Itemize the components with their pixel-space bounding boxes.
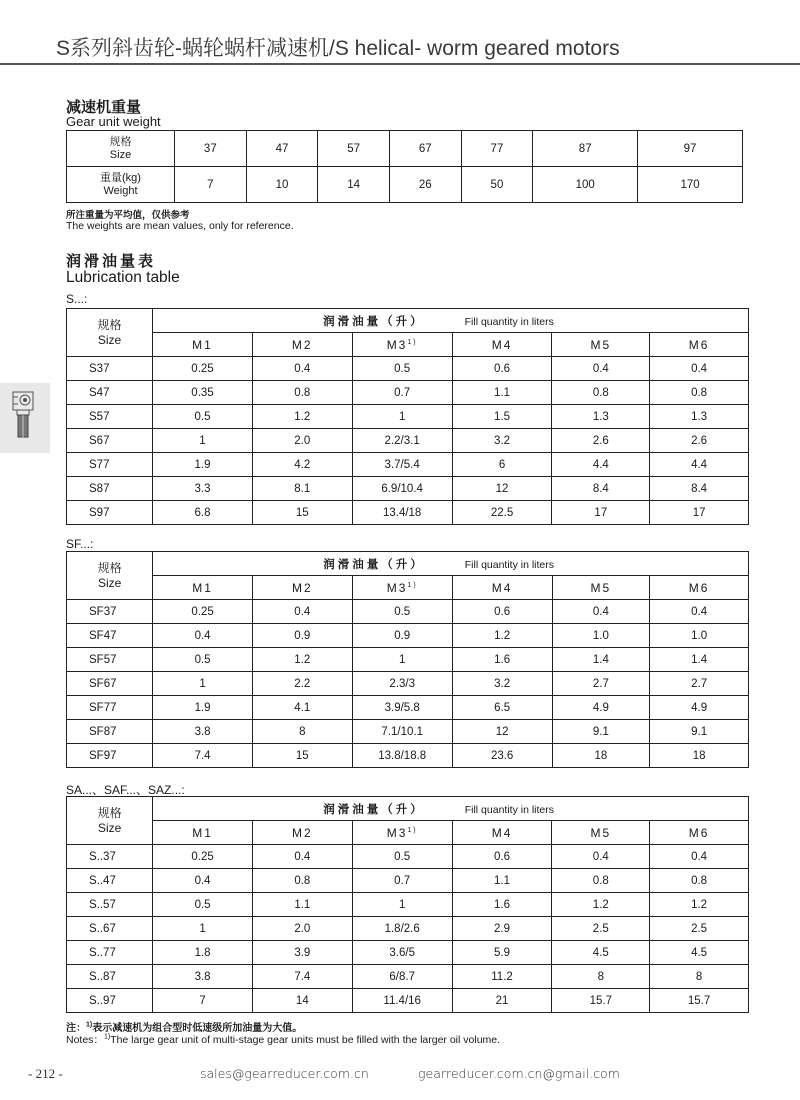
fill-value-cell: 13.4/18	[352, 501, 452, 525]
mounting-label: M6	[688, 825, 710, 840]
mounting-label: M1	[192, 337, 213, 352]
size-header	[67, 797, 153, 845]
fill-value-cell: 0.4	[552, 357, 650, 381]
mounting-position-header	[650, 821, 749, 845]
lubrication-table-sf	[66, 551, 749, 768]
size-cell: SF57	[67, 648, 153, 672]
fill-value-cell: 0.4	[650, 357, 749, 381]
mounting-position-header	[452, 333, 552, 357]
fill-value-cell: 2.0	[252, 917, 352, 941]
size-cell: SF77	[67, 696, 153, 720]
size-label-cn: 规格	[97, 805, 122, 820]
weight-cell: 170	[638, 167, 743, 203]
fill-label-cn: 润滑油量（升）	[323, 803, 425, 816]
fill-value-cell: 0.4	[252, 357, 352, 381]
fill-value-cell: 1	[352, 405, 452, 429]
table-row	[67, 720, 749, 744]
size-header	[67, 309, 153, 357]
mounting-label: M2	[291, 337, 313, 352]
table-row	[67, 477, 749, 501]
weight-label-en: Weight	[103, 184, 138, 197]
weight-header	[67, 167, 175, 203]
table-row	[67, 624, 749, 648]
fill-value-cell: 0.4	[252, 845, 352, 869]
size-cell: 77	[461, 131, 533, 167]
fill-value-cell: 0.6	[452, 845, 552, 869]
fill-value-cell: 2.2	[252, 672, 352, 696]
fill-value-cell: 8	[650, 965, 749, 989]
title-divider	[0, 63, 800, 65]
fill-value-cell: 1.0	[552, 624, 650, 648]
size-cell: 67	[389, 131, 461, 167]
fill-value-cell: 0.8	[252, 869, 352, 893]
fill-value-cell: 0.7	[352, 869, 452, 893]
fill-value-cell: 1.2	[552, 893, 650, 917]
table-row	[67, 917, 749, 941]
fill-value-cell: 1.9	[153, 453, 253, 477]
fill-value-cell: 3.8	[153, 965, 253, 989]
table-row	[67, 381, 749, 405]
fill-value-cell: 1.4	[650, 648, 749, 672]
size-cell: SF87	[67, 720, 153, 744]
fill-value-cell: 22.5	[452, 501, 552, 525]
fill-value-cell: 0.4	[552, 845, 650, 869]
table-row	[67, 453, 749, 477]
fill-value-cell: 1.3	[650, 405, 749, 429]
fill-value-cell: 8	[252, 720, 352, 744]
fill-value-cell: 15	[252, 501, 352, 525]
footnote-mark: 1)	[407, 581, 418, 589]
fill-value-cell: 3.8	[153, 720, 253, 744]
size-cell: SF47	[67, 624, 153, 648]
fill-value-cell: 2.2/3.1	[352, 429, 452, 453]
fill-value-cell: 6.5	[452, 696, 552, 720]
fill-value-cell: 2.9	[452, 917, 552, 941]
fill-value-cell: 7.1/10.1	[352, 720, 452, 744]
size-cell: S37	[67, 357, 153, 381]
mounting-label: M1	[192, 825, 213, 840]
fill-value-cell: 8.1	[252, 477, 352, 501]
fill-value-cell: 3.2	[452, 672, 552, 696]
fill-value-cell: 2.5	[552, 917, 650, 941]
mounting-label: M4	[491, 825, 513, 840]
side-tab	[0, 383, 50, 453]
mounting-label: M6	[688, 337, 710, 352]
mounting-position-header	[153, 333, 253, 357]
weight-size-row	[67, 131, 743, 167]
mounting-position-header	[452, 576, 552, 600]
fill-value-cell: 1.9	[153, 696, 253, 720]
mounting-position-header	[650, 576, 749, 600]
fill-value-cell: 3.3	[153, 477, 253, 501]
size-label-en: Size	[97, 332, 122, 347]
fill-value-cell: 0.8	[650, 869, 749, 893]
fill-value-cell: 1.3	[552, 405, 650, 429]
size-label-en: Size	[97, 575, 122, 590]
table-row	[67, 941, 749, 965]
fill-value-cell: 21	[452, 989, 552, 1013]
header-row-fill	[67, 309, 749, 333]
fill-value-cell: 18	[650, 744, 749, 768]
fill-value-cell: 8.4	[650, 477, 749, 501]
table-row	[67, 845, 749, 869]
mounting-position-header	[153, 821, 253, 845]
lubrication-table-sa	[66, 796, 749, 1013]
fill-value-cell: 3.7/5.4	[352, 453, 452, 477]
fill-value-cell: 17	[650, 501, 749, 525]
footnote-mark: 1)	[407, 338, 418, 346]
mounting-label: M5	[590, 580, 612, 595]
fill-quantity-header	[153, 309, 749, 333]
size-cell: S..77	[67, 941, 153, 965]
gear-motor-icon	[0, 383, 50, 453]
fill-value-cell: 9.1	[552, 720, 650, 744]
header-row-fill	[67, 552, 749, 576]
table-row	[67, 744, 749, 768]
table-row	[67, 600, 749, 624]
fill-value-cell: 3.6/5	[352, 941, 452, 965]
footnote-mark: 1)	[103, 1033, 111, 1041]
fill-value-cell: 0.25	[153, 600, 253, 624]
fill-value-cell: 0.5	[352, 357, 452, 381]
fill-quantity-header	[153, 552, 749, 576]
size-cell: S..57	[67, 893, 153, 917]
size-cell: S77	[67, 453, 153, 477]
fill-value-cell: 3.2	[452, 429, 552, 453]
size-cell: S..97	[67, 989, 153, 1013]
fill-value-cell: 6.8	[153, 501, 253, 525]
fill-value-cell: 1	[352, 648, 452, 672]
size-cell: SF67	[67, 672, 153, 696]
size-cell: S..87	[67, 965, 153, 989]
mounting-position-header	[650, 333, 749, 357]
size-cell: 47	[246, 131, 318, 167]
table-row	[67, 989, 749, 1013]
fill-value-cell: 0.8	[252, 381, 352, 405]
mounting-position-header	[352, 576, 452, 600]
fill-value-cell: 2.6	[650, 429, 749, 453]
size-cell: S..67	[67, 917, 153, 941]
fill-value-cell: 6/8.7	[352, 965, 452, 989]
fill-value-cell: 0.9	[352, 624, 452, 648]
size-cell: 57	[318, 131, 390, 167]
fill-value-cell: 0.6	[452, 357, 552, 381]
size-cell: 37	[175, 131, 247, 167]
fill-value-cell: 0.25	[153, 845, 253, 869]
table-row	[67, 429, 749, 453]
fill-value-cell: 1	[153, 429, 253, 453]
fill-value-cell: 15.7	[650, 989, 749, 1013]
fill-value-cell: 1.1	[252, 893, 352, 917]
fill-value-cell: 4.9	[552, 696, 650, 720]
mounting-label: M3	[386, 825, 408, 840]
fill-value-cell: 0.5	[153, 893, 253, 917]
size-label-cn: 规格	[97, 560, 122, 575]
mounting-label: M1	[192, 580, 213, 595]
fill-value-cell: 1	[153, 672, 253, 696]
footer-email-sales[interactable]: sales@gearreducer.com.cn	[200, 1066, 369, 1081]
fill-value-cell: 15	[252, 744, 352, 768]
mounting-position-header	[452, 821, 552, 845]
fill-value-cell: 1.4	[552, 648, 650, 672]
fill-value-cell: 4.2	[252, 453, 352, 477]
fill-label-cn: 润滑油量（升）	[323, 558, 425, 571]
table-row	[67, 869, 749, 893]
weight-note-en: The weights are mean values, only for reference.	[66, 220, 294, 232]
size-label-cn: 规格	[109, 135, 132, 148]
table-row	[67, 501, 749, 525]
fill-value-cell: 1.2	[650, 893, 749, 917]
fill-label-en: Fill quantity in liters	[464, 558, 555, 571]
weight-cell: 26	[389, 167, 461, 203]
fill-value-cell: 0.35	[153, 381, 253, 405]
fill-value-cell: 6	[452, 453, 552, 477]
fill-value-cell: 4.5	[552, 941, 650, 965]
fill-value-cell: 0.5	[352, 600, 452, 624]
fill-value-cell: 3.9/5.8	[352, 696, 452, 720]
fill-value-cell: 0.4	[153, 624, 253, 648]
fill-value-cell: 4.9	[650, 696, 749, 720]
fill-value-cell: 0.8	[552, 869, 650, 893]
fill-value-cell: 18	[552, 744, 650, 768]
mounting-position-header	[552, 333, 650, 357]
fill-value-cell: 2.7	[650, 672, 749, 696]
weight-cell: 10	[246, 167, 318, 203]
fill-value-cell: 0.7	[352, 381, 452, 405]
header-row-mounting	[67, 821, 749, 845]
fill-value-cell: 0.5	[352, 845, 452, 869]
weight-cell: 14	[318, 167, 390, 203]
fill-value-cell: 1.8	[153, 941, 253, 965]
fill-value-cell: 4.4	[552, 453, 650, 477]
fill-value-cell: 23.6	[452, 744, 552, 768]
mounting-label: M2	[291, 580, 313, 595]
fill-value-cell: 0.6	[452, 600, 552, 624]
fill-value-cell: 1.1	[452, 381, 552, 405]
weight-value-row	[67, 167, 743, 203]
fill-value-cell: 0.25	[153, 357, 253, 381]
lubrication-table-s	[66, 308, 749, 525]
mounting-label: M5	[590, 337, 612, 352]
size-cell: S..37	[67, 845, 153, 869]
size-cell: S87	[67, 477, 153, 501]
size-cell: SF37	[67, 600, 153, 624]
weight-cell: 100	[533, 167, 638, 203]
size-cell: 97	[638, 131, 743, 167]
page-number: - 212 -	[28, 1066, 63, 1081]
fill-value-cell: 0.4	[252, 600, 352, 624]
weight-note-cn: 所注重量为平均值，仅供参考	[66, 210, 190, 221]
header-row-fill	[67, 797, 749, 821]
size-cell: 87	[533, 131, 638, 167]
mounting-position-header	[352, 821, 452, 845]
mounting-label: M4	[491, 337, 513, 352]
fill-value-cell: 14	[252, 989, 352, 1013]
mounting-position-header	[153, 576, 253, 600]
fill-value-cell: 12	[452, 720, 552, 744]
fill-value-cell: 0.8	[552, 381, 650, 405]
fill-value-cell: 1	[153, 917, 253, 941]
fill-value-cell: 1.5	[452, 405, 552, 429]
fill-value-cell: 2.5	[650, 917, 749, 941]
lubrication-title-cn: 润滑油量表	[66, 253, 157, 270]
fill-label-en: Fill quantity in liters	[464, 315, 554, 328]
fill-value-cell: 0.4	[650, 600, 749, 624]
table-row	[67, 893, 749, 917]
fill-value-cell: 0.5	[153, 648, 253, 672]
fill-label-cn: 润滑油量（升）	[323, 315, 425, 328]
mounting-label: M3	[386, 580, 408, 595]
mounting-label: M2	[291, 825, 313, 840]
fill-value-cell: 1.0	[650, 624, 749, 648]
weight-title-en: Gear unit weight	[66, 114, 161, 129]
mounting-position-header	[352, 333, 452, 357]
fill-value-cell: 8	[552, 965, 650, 989]
mounting-label: M5	[590, 825, 612, 840]
weight-cell: 50	[461, 167, 533, 203]
fill-value-cell: 11.2	[452, 965, 552, 989]
fill-value-cell: 5.9	[452, 941, 552, 965]
weight-cell: 7	[175, 167, 247, 203]
mounting-position-header	[552, 576, 650, 600]
size-label-cn: 规格	[97, 317, 122, 332]
footnote-en	[66, 1032, 500, 1047]
table-row	[67, 405, 749, 429]
table-row	[67, 965, 749, 989]
size-cell: S57	[67, 405, 153, 429]
fill-value-cell: 2.6	[552, 429, 650, 453]
fill-value-cell: 8.4	[552, 477, 650, 501]
fill-value-cell: 1.6	[452, 648, 552, 672]
fill-value-cell: 1.6	[452, 893, 552, 917]
size-header	[67, 131, 175, 167]
fill-value-cell: 17	[552, 501, 650, 525]
fill-value-cell: 7	[153, 989, 253, 1013]
footer-email-gmail[interactable]: gearreducer.com.cn@gmail.com	[418, 1066, 620, 1081]
footnote-mark: 1)	[407, 826, 418, 834]
fill-value-cell: 2.0	[252, 429, 352, 453]
fill-value-cell: 2.7	[552, 672, 650, 696]
weight-table	[66, 130, 743, 203]
header-row-mounting	[67, 576, 749, 600]
size-cell: S..47	[67, 869, 153, 893]
table-row	[67, 357, 749, 381]
fill-value-cell: 9.1	[650, 720, 749, 744]
footnote-en-prefix: Notes：	[66, 1034, 104, 1046]
mounting-label: M4	[491, 580, 513, 595]
size-cell: S47	[67, 381, 153, 405]
fill-value-cell: 11.4/16	[352, 989, 452, 1013]
fill-value-cell: 4.1	[252, 696, 352, 720]
table-row	[67, 672, 749, 696]
size-label-en: Size	[109, 148, 132, 161]
mounting-position-header	[252, 576, 352, 600]
size-cell: S67	[67, 429, 153, 453]
fill-value-cell: 0.8	[650, 381, 749, 405]
fill-value-cell: 0.4	[153, 869, 253, 893]
fill-value-cell: 7.4	[153, 744, 253, 768]
fill-value-cell: 3.9	[252, 941, 352, 965]
footnote-cn-text: 表示减速机为组合型时低速级所加油量为大值。	[92, 1023, 303, 1034]
fill-value-cell: 1.2	[452, 624, 552, 648]
mounting-position-header	[252, 821, 352, 845]
mounting-position-header	[252, 333, 352, 357]
fill-value-cell: 1.1	[452, 869, 552, 893]
table-row	[67, 696, 749, 720]
fill-value-cell: 2.3/3	[352, 672, 452, 696]
mounting-label: M3	[386, 337, 408, 352]
fill-value-cell: 13.8/18.8	[352, 744, 452, 768]
mounting-label: M6	[688, 580, 710, 595]
fill-value-cell: 12	[452, 477, 552, 501]
footnote-mark: 1)	[86, 1021, 93, 1029]
fill-value-cell: 0.9	[252, 624, 352, 648]
table-label-s: S...:	[66, 292, 88, 306]
fill-value-cell: 1.8/2.6	[352, 917, 452, 941]
size-label-en: Size	[97, 820, 122, 835]
page-title: S系列斜齿轮-蜗轮蜗杆减速机/S helical- worm geared motors	[56, 37, 620, 60]
weight-title-cn: 减速机重量	[66, 99, 142, 116]
fill-value-cell: 0.5	[153, 405, 253, 429]
table-label-sf: SF...:	[66, 537, 94, 551]
size-cell: SF97	[67, 744, 153, 768]
fill-value-cell: 4.5	[650, 941, 749, 965]
fill-quantity-header	[153, 797, 749, 821]
fill-value-cell: 4.4	[650, 453, 749, 477]
footnote-en-text: The large gear unit of multi-stage gear units must be filled with the larger oil volume.	[110, 1034, 501, 1046]
weight-label-cn: 重量(kg)	[100, 171, 141, 184]
fill-value-cell: 1.2	[252, 648, 352, 672]
size-cell: S97	[67, 501, 153, 525]
header-row-mounting	[67, 333, 749, 357]
lubrication-title-en: Lubrication table	[66, 269, 180, 286]
table-row	[67, 648, 749, 672]
mounting-position-header	[552, 821, 650, 845]
size-header	[67, 552, 153, 600]
fill-value-cell: 7.4	[252, 965, 352, 989]
table-label-sa: SA...、SAF...、SAZ...:	[66, 783, 185, 797]
fill-value-cell: 1.2	[252, 405, 352, 429]
fill-value-cell: 6.9/10.4	[352, 477, 452, 501]
fill-value-cell: 15.7	[552, 989, 650, 1013]
fill-value-cell: 1	[352, 893, 452, 917]
footnote-cn-prefix: 注：	[66, 1023, 86, 1034]
fill-label-en: Fill quantity in liters	[464, 803, 554, 816]
fill-value-cell: 0.4	[552, 600, 650, 624]
fill-value-cell: 0.4	[650, 845, 749, 869]
